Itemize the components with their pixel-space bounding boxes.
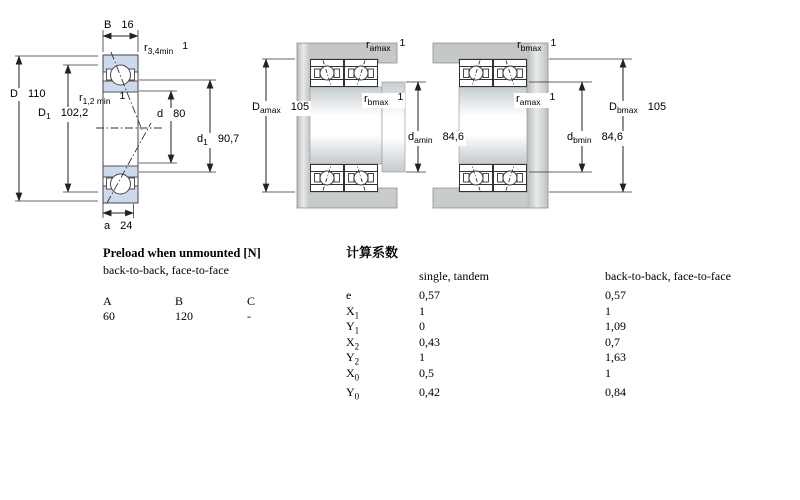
factor-value-single: 1 [419, 350, 425, 364]
preload-col-B: B [175, 294, 184, 308]
factor-value-btb: 1,09 [605, 319, 626, 333]
factor-row-label: $X_0$ [346, 366, 360, 383]
dim-label-Dbmax: D bmax 105 [609, 101, 667, 115]
preload-col-A: A [103, 294, 112, 308]
dim-label-d: d 80 [157, 108, 186, 120]
factor-value-btb: 0,7 [605, 335, 620, 349]
dim-label-Damax: D amax 105 [252, 101, 310, 115]
factor-value-single: 1 [419, 304, 425, 318]
dim-label-a: a 24 [104, 220, 133, 232]
dim-label-r34: r 3,4min 1 [144, 40, 189, 56]
dim-label-rbmax-f2f: r bmax 1 [517, 37, 557, 53]
factor-row-label: e [346, 288, 352, 302]
factors-col2-header: back-to-back, face-to-face [605, 269, 731, 283]
factor-value-single: 0,5 [419, 366, 434, 380]
factor-row-label: $Y_2$ [346, 350, 360, 367]
factors-col1-header: single, tandem [419, 269, 489, 283]
factor-value-btb: 1 [605, 304, 611, 318]
factor-row-label: $Y_1$ [346, 319, 360, 336]
face-to-face-drawing [433, 43, 632, 208]
dim-label-ramax-b2b: r amax 1 [366, 37, 406, 53]
factor-value-btb: 1,63 [605, 350, 626, 364]
dim-label-d1: d 1 90,7 [197, 133, 240, 147]
preload-value-B: 120 [175, 309, 193, 323]
dim-label-D: D 110 [10, 88, 46, 100]
dim-label-damin: d amin 84,6 [408, 131, 464, 145]
back-to-back-drawing [262, 43, 426, 208]
dim-label-B: B 16 [104, 19, 134, 31]
factor-value-single: 0,42 [419, 385, 440, 399]
factor-value-btb: 0,84 [605, 385, 626, 399]
factor-value-btb: 0,57 [605, 288, 626, 302]
preload-col-C: C [247, 294, 256, 308]
factor-row-label: $X_1$ [346, 304, 360, 321]
factor-value-single: 0,57 [419, 288, 440, 302]
preload-value-C: - [247, 309, 251, 323]
dim-label-dbmin: d bmin 84,6 [567, 131, 623, 145]
dim-label-D1: D 1 102,2 [38, 107, 89, 121]
dim-label-ramax-f2f: r amax 1 [516, 91, 556, 107]
factor-row-label: $Y_0$ [346, 385, 360, 402]
factors-title: 计算系数 [346, 245, 399, 260]
factor-value-single: 0,43 [419, 335, 440, 349]
factor-value-single: 0 [419, 319, 425, 333]
preload-value-A: 60 [103, 309, 115, 323]
preload-title: Preload when unmounted [N] [103, 246, 261, 260]
factor-value-btb: 1 [605, 366, 611, 380]
dim-label-r12: r 1,2 min 1 [79, 90, 126, 106]
dim-label-rbmax-b2b: r bmax 1 [364, 91, 404, 107]
preload-subtitle: back-to-back, face-to-face [103, 263, 229, 277]
front-view-drawing [15, 30, 216, 218]
factor-row-label: $X_2$ [346, 335, 360, 352]
